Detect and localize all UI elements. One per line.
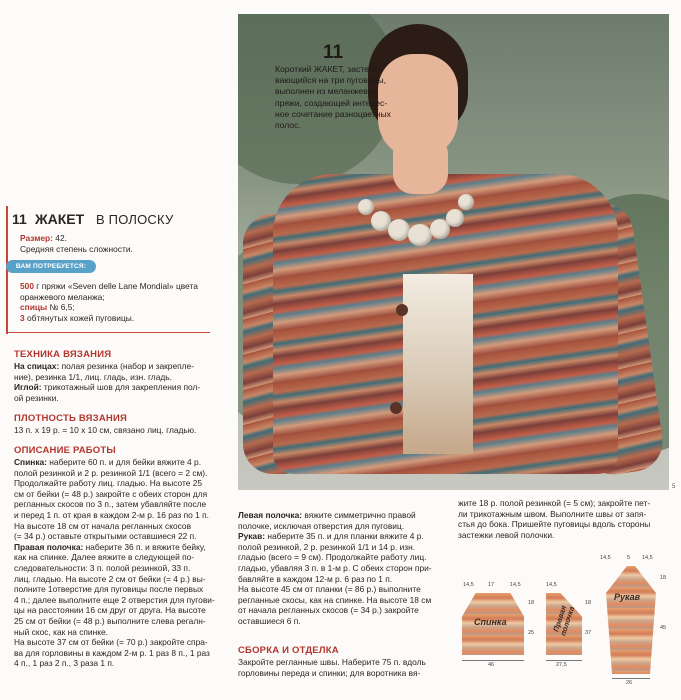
middle-block: Левая полочка: вяжите симметрично правой полочке, исключая отверстия для пуговиц. Рукав: наберите 35 п. и для планки вяжите 4 р. полой резинкой, 2 р. резинкой 1/1 и 14 р. изн. гладью (всего = 9 см). Продолжайте работу лиц. гладью, убавляя 3 п. в 1-м р. С обеих сторон при- бавляйте в каждом 12-м р. 6 раз по 1 п. На высоте 45 см от планки (= 86 р.) выполните регланные скосы, как на спинке. На высоте 18 см от начала регланных скосов (= 34 р.) закройте оставшиеся 6 п. [238, 510, 432, 626]
materials-block: 500 г пряжи «Seven delle Lane Mondial» цвета оранжевого меланжа; спицы № 6,5; 3 обтянутых кожей пуговицы. [20, 281, 198, 323]
dimension-line [612, 678, 650, 679]
pattern-title: ЖАКЕТ [35, 211, 85, 227]
dimension-label: 14,5 [463, 582, 474, 588]
back-schematic-label: Спинка [474, 617, 507, 627]
dimension-label: 27,5 [556, 662, 567, 668]
dimension-label: 18 [528, 600, 535, 606]
materials-badge: ВАМ ПОТРЕБУЕТСЯ: [6, 260, 96, 273]
description-header: ОПИСАНИЕ РАБОТЫ [14, 445, 116, 456]
dimension-label: 45 [660, 625, 667, 631]
dimension-label: 14,5 [642, 555, 653, 561]
pattern-subtitle: В ПОЛОСКУ [96, 212, 174, 227]
page-marker: 5 [672, 484, 676, 490]
assembly-block: Закройте регланные швы. Наберите 75 п. вдоль горловины переда и спинки; для воротника вя- [238, 657, 426, 678]
dimension-label: 18 [585, 600, 592, 606]
inner-top [403, 274, 473, 454]
right-column-block: жите 18 р. полой резинкой (= 5 см); закройте пет- ли трикотажным швом. Выполните швы от запя- стья до бока. Пришейте пуговицы вдоль стороны застежки левой полочки. [458, 498, 651, 540]
size-block: Размер: 42. Средняя степень сложности. [20, 233, 133, 254]
density-text: 13 п. х 19 р. = 10 х 10 см, связано лиц. гладью. [14, 425, 197, 435]
jacket-button [396, 304, 408, 316]
dimension-label: 25 [528, 630, 535, 636]
dimension-label: 14,5 [600, 555, 611, 561]
technique-block: На спицах: полая резинка (набор и закрепле- ние), резинка 1/1, лиц. гладь, изн. гладь. Иглой: трикотажный шов для закрепления пол- ой резинки. [14, 361, 201, 403]
dimension-label: 46 [488, 662, 495, 668]
description-block: Спинка: наберите 60 п. и для бейки вяжите 4 р. полой резинкой и 2 р. резинкой 1/1 (всего = 2 см). Продолжайте работу лиц. гладью. На высоте 25 см от бейки (= 48 р.) закройте с обеих сторон для регланных скосов по 3 п., затем убавляйте после и перед 1 п. от края в каждом 2-м р. 16 раз по 1 п. На высоте 18 см от начала регланных скосов (= 34 р.) оставьте открытыми оставшиеся 22 п. Правая полочка: наберите 36 п. и вяжите бейку, как на спинке. Далее вяжите в следующей по- следовательности: 3 п. полой резинкой, 33 п. лиц. гладью. На высоте 2 см от бейки (= 4 р.) вы- полните 1отверстие для пуговицы после первых 4 п.; далее выполните еще 2 отверстия для пугови- цы на расстоянии 16 см друг от друга. На высоте 25 см от бейки (= 48 р.) выполните слева регалн- ный скос, как на спинке. На высоте 37 см от бейки (= 70 р.) закройте спра- ва для горловины в каждом 2-м р. 1 раз 8 п., 1 раз 4 п., 1 раз 2 п., 3 раза 1 п. [14, 457, 215, 669]
dimension-line [462, 660, 524, 661]
technique-header: ТЕХНИКА ВЯЗАНИЯ [14, 349, 112, 360]
title-rule-horizontal [6, 332, 210, 333]
jacket-button [390, 402, 402, 414]
dimension-label: 37 [585, 630, 592, 636]
dimension-label: 26 [626, 680, 633, 686]
density-header: ПЛОТНОСТЬ ВЯЗАНИЯ [14, 413, 128, 424]
front-schematic-label: Правая полочка [551, 604, 577, 637]
dimension-line [546, 660, 582, 661]
dimension-label: 18 [660, 575, 667, 581]
pattern-number: 11 [12, 211, 27, 227]
assembly-header: СБОРКА И ОТДЕЛКА [238, 645, 339, 656]
photo-caption: Короткий ЖАКЕТ, застеги- вающийся на три пуговицы, выполнен из меланжевой пряжи, создающей интерес- ное сочетание разноцветных полос. [275, 64, 391, 131]
dimension-label: 14,5 [510, 582, 521, 588]
sleeve-schematic-label: Рукав [614, 592, 641, 602]
dimension-label: 14,5 [546, 582, 557, 588]
dimension-label: 17 [488, 582, 495, 588]
sleeve-schematic [606, 566, 656, 674]
dimension-label: 5 [627, 555, 631, 561]
photo-number: 11 [323, 42, 344, 63]
